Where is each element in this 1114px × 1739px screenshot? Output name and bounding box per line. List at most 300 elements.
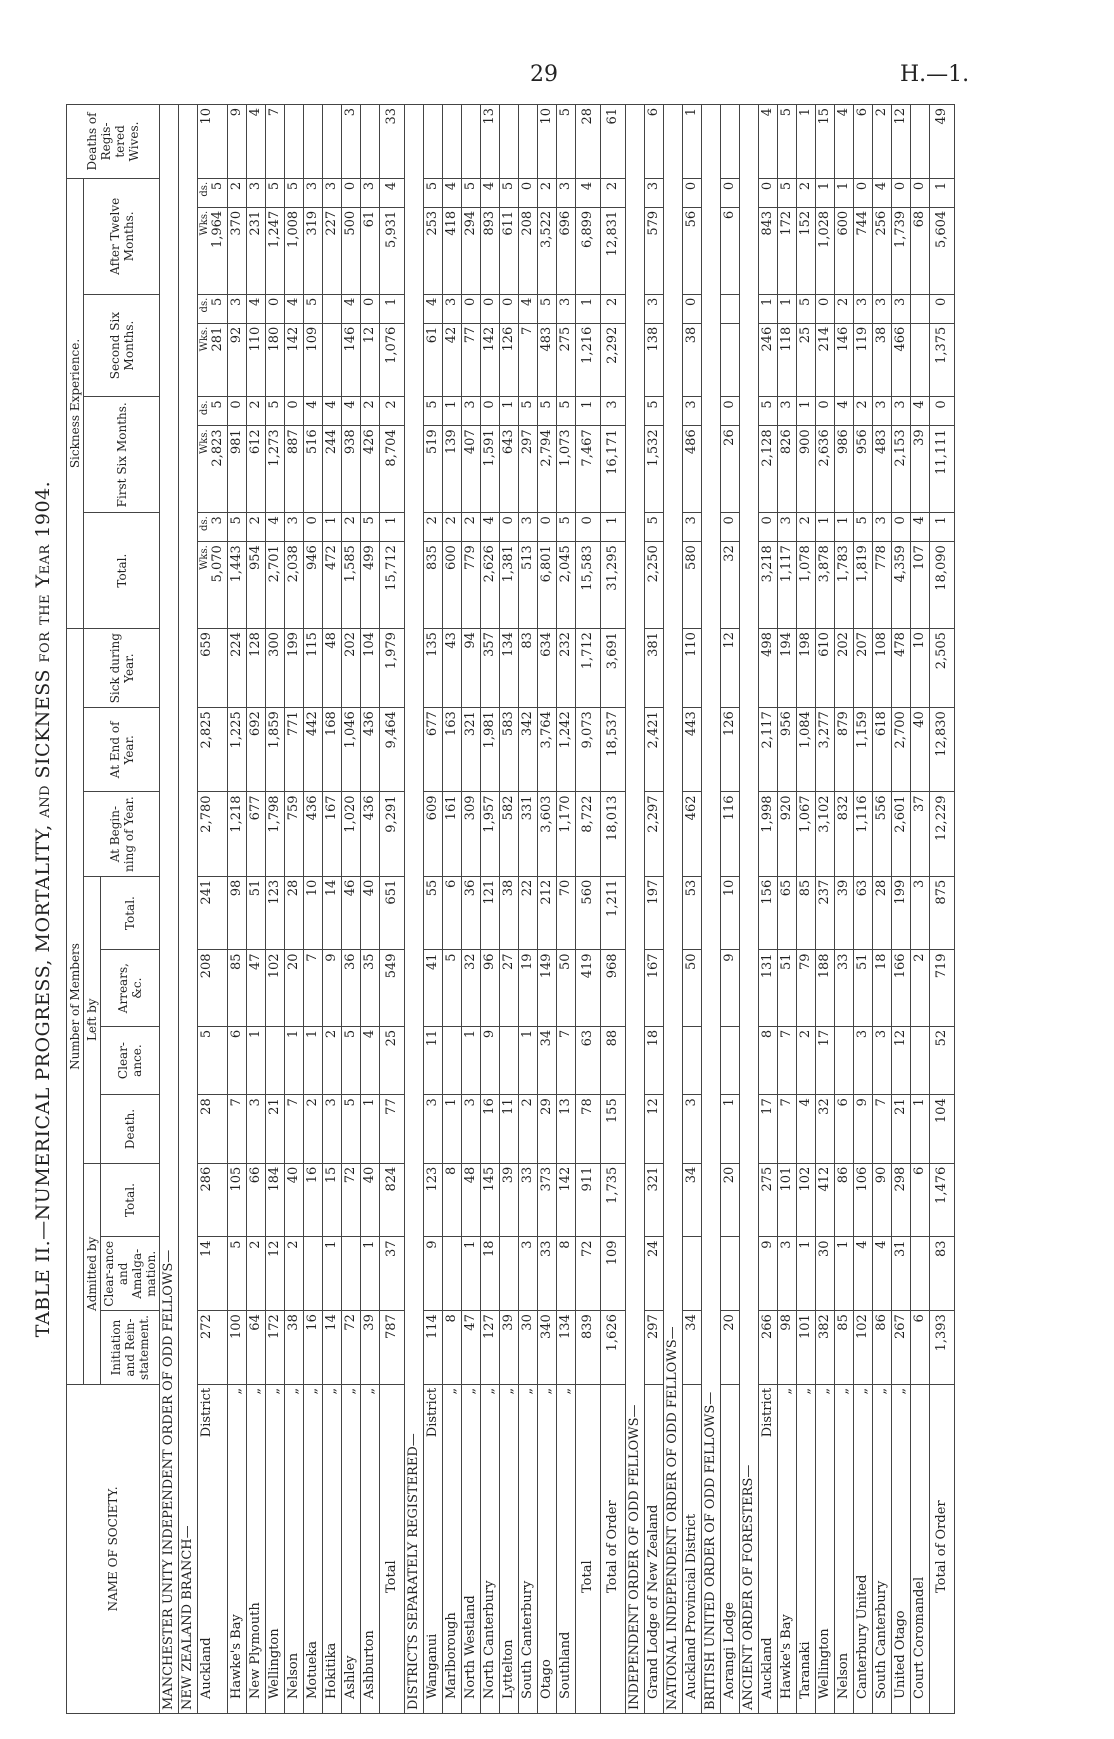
cell-s6-d	[323, 294, 342, 323]
cell-value: 101	[798, 1314, 813, 1339]
cell-value: 9	[324, 953, 339, 962]
cell-arrears	[323, 950, 342, 1026]
cell-lclear	[854, 1026, 873, 1094]
cell-value: 3	[305, 181, 320, 191]
cell-arrears	[721, 950, 740, 1026]
cell-tot-d	[304, 513, 323, 542]
cell-begin	[500, 792, 519, 876]
cell-s6-d	[930, 294, 955, 323]
district-suffix: „	[836, 1387, 851, 1395]
cell-value: 64	[248, 1314, 263, 1331]
cell-value: 38	[874, 326, 889, 344]
cell-f6-d	[462, 397, 481, 426]
cell-value: 1	[286, 1029, 301, 1039]
cell-tot-adm	[380, 1163, 405, 1237]
cell-death	[519, 1095, 538, 1163]
cell-tot-adm	[323, 1163, 342, 1237]
district-suffix: „	[501, 1387, 516, 1395]
district-suffix: „	[286, 1387, 301, 1395]
cell-value: 107	[912, 545, 927, 571]
cell-value: 38	[501, 879, 516, 897]
cell-clear	[797, 1237, 816, 1311]
col-second-six-months: Second Six Months.	[84, 294, 160, 397]
cell-value: 101	[779, 1166, 794, 1192]
cell-wives	[228, 105, 247, 179]
section-heading-row	[626, 105, 645, 1714]
district-suffix: „	[463, 1387, 478, 1395]
cell-a12-d	[247, 178, 266, 207]
cell-wives	[930, 105, 955, 179]
district-suffix: „	[798, 1387, 813, 1395]
table-row	[892, 105, 911, 1714]
cell-wives	[519, 105, 538, 179]
cell-value: 618	[874, 711, 889, 737]
cell-f6-w	[576, 426, 601, 513]
district-suffix: „	[874, 1387, 889, 1395]
cell-value: 1,585	[343, 545, 358, 583]
cell-value: 2,601	[893, 795, 908, 833]
cell-begin	[380, 792, 405, 876]
cell-value: 142	[482, 326, 497, 352]
cell-value: 2	[343, 516, 358, 525]
cell-begin	[601, 792, 626, 876]
cell-value: 33	[836, 953, 851, 970]
cell-a12-w	[304, 207, 323, 294]
cell-value: 123	[425, 1166, 440, 1192]
cell-value: 246	[760, 326, 775, 352]
cell-tot-adm	[538, 1163, 557, 1237]
cell-init	[873, 1311, 892, 1385]
society-name-text: Auckland	[199, 1637, 214, 1699]
cell-value: 309	[463, 795, 478, 821]
cell-value: 0	[855, 181, 870, 191]
cell-value: 18,013	[605, 795, 620, 841]
cell-f6-w	[285, 426, 304, 513]
cell-s6-w	[198, 323, 228, 397]
cell-value: 0	[893, 181, 908, 191]
cell-init	[285, 1311, 304, 1385]
cell-tot-adm	[228, 1163, 247, 1237]
cell-end	[759, 708, 778, 792]
cell-value: 5	[199, 1029, 214, 1039]
society-name	[854, 1384, 873, 1713]
cell-begin	[198, 792, 228, 876]
cell-value: 51	[779, 953, 794, 970]
cell-tot-d	[601, 513, 626, 542]
cell-value: 549	[384, 953, 399, 979]
cell-tot-left	[601, 876, 626, 950]
society-name	[778, 1384, 797, 1713]
cell-sick	[424, 629, 443, 708]
cell-value: 946	[305, 545, 320, 571]
cell-begin	[911, 792, 930, 876]
cell-value: 19	[520, 953, 535, 970]
cell-value: 2	[855, 400, 870, 409]
cell-value: 85	[229, 953, 244, 970]
cell-begin	[481, 792, 500, 876]
cell-s6-d	[721, 294, 740, 323]
cell-end	[500, 708, 519, 792]
society-name	[342, 1384, 361, 1713]
cell-tot-left	[778, 876, 797, 950]
cell-f6-w	[481, 426, 500, 513]
cell-init	[462, 1311, 481, 1385]
cell-value: 36	[343, 953, 358, 970]
section-heading: ANCIENT ORDER OF FORESTERS—	[740, 105, 759, 1714]
cell-tot-w	[911, 542, 930, 629]
cell-value: 61	[605, 108, 620, 125]
cell-value: 643	[501, 429, 516, 455]
cell-value: 436	[362, 795, 377, 821]
cell-tot-w	[361, 542, 380, 629]
cell-value: 499	[362, 545, 377, 571]
cell-value: 38	[684, 326, 699, 344]
society-name-text: Auckland	[760, 1637, 775, 1699]
cell-tot-left	[380, 876, 405, 950]
cell-s6-d	[228, 294, 247, 323]
cell-value: 4	[343, 297, 358, 306]
cell-value: 9	[229, 108, 244, 117]
cell-arrears	[247, 950, 266, 1026]
cell-tot-w	[342, 542, 361, 629]
cell-wives	[500, 105, 519, 179]
cell-tot-d	[380, 513, 405, 542]
society-name	[462, 1384, 481, 1713]
cell-a12-d	[380, 178, 405, 207]
cell-value: 3	[463, 400, 478, 409]
cell-s6-w	[601, 323, 626, 397]
cell-value: 70	[558, 879, 573, 897]
cell-value: 8,704	[384, 429, 399, 467]
cell-wives	[424, 105, 443, 179]
cell-arrears	[361, 950, 380, 1026]
cell-value: 1,626	[605, 1314, 620, 1352]
cell-s6-w	[361, 323, 380, 397]
cell-wives	[911, 105, 930, 179]
cell-value: 142	[558, 1166, 573, 1192]
cell-value: 33	[384, 108, 399, 125]
col-group-sickness-experience: Sickness Experience.	[67, 178, 84, 628]
cell-f6-w	[683, 426, 702, 513]
cell-f6-w	[816, 426, 835, 513]
cell-s6-w	[228, 323, 247, 397]
cell-init	[500, 1311, 519, 1385]
cell-tot-adm	[304, 1163, 323, 1237]
society-name-text: New Plymouth	[248, 1602, 263, 1699]
cell-value: 981	[229, 429, 244, 455]
cell-value: 32	[722, 545, 737, 562]
cell-s6-d	[304, 294, 323, 323]
cell-a12-d	[835, 178, 854, 207]
cell-arrears	[835, 950, 854, 1026]
cell-death	[304, 1095, 323, 1163]
cell-value: 39	[501, 1166, 516, 1184]
cell-s6-w	[538, 323, 557, 397]
society-name-text: Total of Order	[605, 1500, 620, 1593]
cell-arrears	[443, 950, 462, 1026]
cell-value: 0	[817, 297, 832, 306]
cell-tot-d	[645, 513, 664, 542]
cell-value: 7	[286, 1098, 301, 1107]
section-heading-row	[405, 105, 424, 1714]
cell-value: 1	[501, 400, 516, 409]
cell-value: 56	[684, 210, 699, 228]
cell-f6-w	[854, 426, 873, 513]
cell-clear	[323, 1237, 342, 1311]
cell-value: 319	[305, 210, 320, 236]
col-group-left-by: Left by	[84, 876, 101, 1163]
cell-value: 1,046	[343, 711, 358, 749]
cell-value: 98	[229, 879, 244, 897]
cell-begin	[576, 792, 601, 876]
cell-tot-w	[930, 542, 955, 629]
cell-value: 18,537	[605, 711, 620, 757]
cell-begin	[519, 792, 538, 876]
cell-sick	[930, 629, 955, 708]
unit-label: ds.	[199, 516, 210, 531]
cell-value: 55	[425, 879, 440, 897]
cell-a12-w	[380, 207, 405, 294]
cell-value: 11,111	[934, 429, 949, 475]
cell-begin	[247, 792, 266, 876]
cell-value: 0	[539, 516, 554, 525]
cell-value: 199	[286, 632, 301, 657]
cell-value: 37	[912, 795, 927, 813]
society-name-text: Grand Lodge of New Zealand	[646, 1504, 661, 1699]
cell-death	[361, 1095, 380, 1163]
cell-a12-w	[911, 207, 930, 294]
cell-s6-d	[361, 294, 380, 323]
cell-value: 1	[248, 1029, 263, 1039]
cell-f6-w	[645, 426, 664, 513]
cell-value: 156	[760, 879, 775, 905]
cell-tot-left	[247, 876, 266, 950]
cell-lclear	[519, 1026, 538, 1094]
cell-value: 1	[324, 1240, 339, 1249]
cell-value: 106	[855, 1166, 870, 1192]
cell-wives	[462, 105, 481, 179]
cell-value: 3	[646, 181, 661, 191]
cell-a12-d	[576, 178, 601, 207]
cell-tot-d	[266, 513, 285, 542]
society-name	[424, 1384, 443, 1713]
cell-f6-d	[443, 397, 462, 426]
cell-value: 18	[874, 953, 889, 970]
district-suffix: „	[229, 1387, 244, 1395]
cell-begin	[266, 792, 285, 876]
cell-value: 759	[286, 795, 301, 821]
cell-value: 1,073	[558, 429, 573, 467]
cell-value: 134	[558, 1314, 573, 1339]
cell-value: 184	[267, 1166, 282, 1192]
cell-tot-left	[911, 876, 930, 950]
society-name-text: United Otago	[893, 1610, 908, 1699]
col-total-left: Total.	[101, 876, 160, 950]
cell-value: 3	[605, 400, 620, 409]
cell-lclear	[424, 1026, 443, 1094]
cell-tot-d	[424, 513, 443, 542]
cell-a12-d	[930, 178, 955, 207]
cell-value: 39	[912, 429, 927, 446]
cell-value: 188	[817, 953, 832, 979]
cell-a12-w	[361, 207, 380, 294]
cell-value: 579	[646, 210, 661, 236]
cell-value: 22	[520, 879, 535, 897]
cell-tot-left	[759, 876, 778, 950]
cell-init	[892, 1311, 911, 1385]
cell-value: 14	[324, 879, 339, 897]
cell-value: 8	[444, 1166, 459, 1175]
cell-f6-d	[361, 397, 380, 426]
cell-value: 1,783	[836, 545, 851, 583]
cell-begin	[228, 792, 247, 876]
cell-value: 1,008	[286, 210, 301, 249]
cell-tot-d	[500, 513, 519, 542]
cell-tot-d	[930, 513, 955, 542]
cell-sick	[557, 629, 576, 708]
cell-death	[930, 1095, 955, 1163]
cell-end	[911, 708, 930, 792]
cell-f6-w	[601, 426, 626, 513]
cell-a12-w	[519, 207, 538, 294]
cell-value: 3	[855, 297, 870, 306]
cell-tot-left	[519, 876, 538, 950]
cell-wives	[683, 105, 702, 179]
cell-init	[266, 1311, 285, 1385]
col-at-end: At End of Year.	[84, 708, 160, 792]
cell-f6-w	[266, 426, 285, 513]
cell-value: 1,981	[482, 711, 497, 749]
cell-value: 4	[384, 181, 399, 191]
cell-tot-left	[797, 876, 816, 950]
cell-value: 3	[248, 1098, 263, 1107]
cell-s6-d	[778, 294, 797, 323]
cell-clear	[601, 1237, 626, 1311]
cell-begin	[683, 792, 702, 876]
cell-value: 2	[798, 181, 813, 191]
cell-value: 146	[343, 326, 358, 352]
cell-value: 241	[199, 879, 214, 905]
cell-s6-w	[462, 323, 481, 397]
cell-tot-adm	[557, 1163, 576, 1237]
cell-lclear	[759, 1026, 778, 1094]
table-row	[323, 105, 342, 1714]
cell-tot-adm	[519, 1163, 538, 1237]
cell-f6-w	[500, 426, 519, 513]
cell-lclear	[683, 1026, 702, 1094]
cell-value: 0	[684, 181, 699, 191]
cell-value: 5	[646, 400, 661, 409]
cell-value: 3	[286, 516, 301, 525]
cell-value: 1,443	[229, 545, 244, 583]
cell-death	[323, 1095, 342, 1163]
cell-value: 4	[425, 297, 440, 306]
cell-s6-w	[285, 323, 304, 397]
cell-value: 16	[482, 1098, 497, 1115]
cell-a12-w	[721, 207, 740, 294]
cell-s6-w	[778, 323, 797, 397]
cell-init	[645, 1311, 664, 1385]
cell-value: 138	[646, 326, 661, 352]
cell-begin	[778, 792, 797, 876]
cell-value: 212	[539, 879, 554, 905]
section-heading-row	[664, 105, 683, 1714]
cell-value: 5	[501, 181, 516, 191]
cell-a12-d	[342, 178, 361, 207]
cell-tot-left	[816, 876, 835, 950]
cell-arrears	[424, 950, 443, 1026]
cell-value: 53	[684, 879, 699, 897]
cell-value: 0	[482, 297, 497, 306]
cell-s6-w	[323, 323, 342, 397]
cell-value: 7	[305, 953, 320, 962]
cell-arrears	[911, 950, 930, 1026]
society-name-text: Total	[580, 1560, 595, 1593]
section-heading-row	[160, 105, 179, 1714]
cell-value: 12	[893, 108, 908, 125]
cell-s6-w	[443, 323, 462, 397]
cell-lclear	[323, 1026, 342, 1094]
cell-value: 1	[580, 297, 595, 306]
cell-value: 102	[855, 1314, 870, 1339]
cell-f6-d	[835, 397, 854, 426]
society-name	[304, 1384, 323, 1713]
cell-wives	[892, 105, 911, 179]
cell-f6-w	[797, 426, 816, 513]
cell-init	[247, 1311, 266, 1385]
cell-begin	[424, 792, 443, 876]
cell-value: 677	[425, 711, 440, 737]
cell-tot-left	[424, 876, 443, 950]
district-suffix: „	[558, 1387, 573, 1395]
cell-wives	[721, 105, 740, 179]
cell-value: 3	[425, 1098, 440, 1107]
cell-value: 2	[362, 400, 377, 409]
cell-value: 3	[684, 400, 699, 409]
cell-value: 9,291	[384, 795, 399, 833]
cell-lclear	[266, 1026, 285, 1094]
cell-value: 72	[343, 1166, 358, 1184]
cell-init	[778, 1311, 797, 1385]
cell-value: 3	[893, 297, 908, 306]
unit-label: ds.	[199, 400, 210, 416]
society-name-text: Hawke's Bay	[229, 1614, 244, 1699]
cell-s6-w	[342, 323, 361, 397]
cell-value: 12,831	[605, 210, 620, 257]
society-name-text: Total of Order	[934, 1500, 949, 1593]
cell-end	[361, 708, 380, 792]
cell-value: 92	[229, 326, 244, 344]
cell-wives	[873, 105, 892, 179]
cell-value: 0	[893, 516, 908, 525]
cell-value: 900	[798, 429, 813, 455]
cell-value: 1,084	[798, 711, 813, 749]
cell-value: 1,247	[267, 210, 282, 249]
cell-a12-d	[892, 178, 911, 207]
cell-f6-d	[873, 397, 892, 426]
cell-tot-adm	[285, 1163, 304, 1237]
cell-clear	[538, 1237, 557, 1311]
table-row	[361, 105, 380, 1714]
col-name-of-society: NAME OF SOCIETY.	[67, 1384, 160, 1713]
cell-value: 412	[817, 1166, 832, 1192]
cell-arrears	[557, 950, 576, 1026]
cell-value: 134	[501, 632, 516, 657]
cell-value: 207	[855, 632, 870, 657]
district-suffix: „	[362, 1387, 377, 1395]
cell-value: 3	[343, 108, 358, 117]
cell-value: 3	[324, 1098, 339, 1107]
